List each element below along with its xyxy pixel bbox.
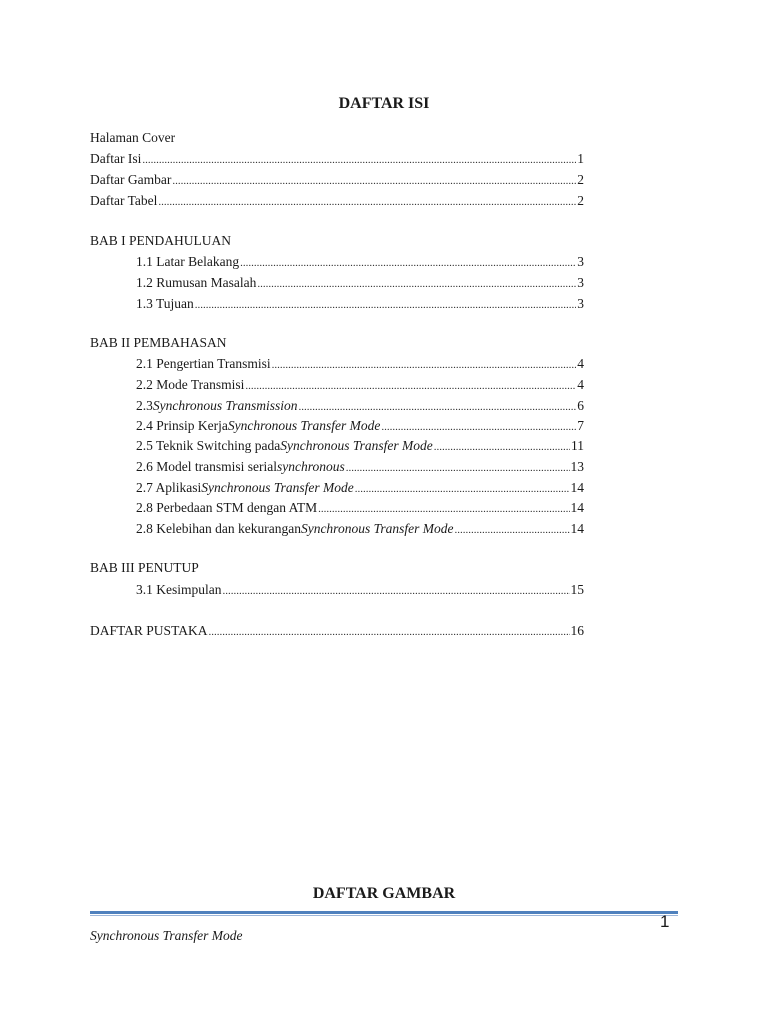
toc-entry — [136, 273, 584, 293]
toc-title: DAFTAR ISI — [338, 95, 430, 112]
toc-entry-text: 2.2 Mode Transmisi — [136, 377, 245, 392]
footer-text: Synchronous Transfer Mode — [90, 928, 243, 943]
toc-entry — [136, 436, 584, 456]
toc-entry-cover — [90, 128, 175, 148]
toc-leader-dots — [223, 580, 570, 601]
toc-entry-text: DAFTAR PUSTAKA — [90, 623, 208, 638]
chapter-heading-bab3: BAB III PENUTUP — [90, 560, 199, 575]
toc-leader-dots — [381, 416, 576, 437]
toc-entry — [136, 416, 584, 436]
toc-page-number: 14 — [570, 500, 584, 515]
toc-entry-daftar-gambar — [90, 170, 584, 190]
toc-entry-text: Halaman Cover — [90, 130, 176, 145]
toc-page-number: 16 — [570, 623, 584, 638]
toc-entry-text: 3.1 Kesimpulan — [136, 582, 222, 597]
toc-entry-text: 1.3 Tujuan — [136, 296, 194, 311]
toc-leader-dots — [172, 170, 576, 191]
toc-entry — [136, 519, 584, 539]
toc-entry-text: 2.8 Kelebihan dan kekurangan — [136, 521, 301, 536]
toc-leader-dots — [346, 457, 570, 478]
toc-page-number: 14 — [570, 480, 584, 495]
toc-page-number: 1 — [577, 151, 584, 166]
toc-entry — [136, 252, 584, 272]
toc-entry-text: 2.5 Teknik Switching pada — [136, 438, 281, 453]
toc-page-number: 13 — [570, 459, 584, 474]
toc-entry-text: 1.2 Rumusan Masalah — [136, 275, 257, 290]
footer-rule — [90, 911, 678, 914]
toc-entry — [136, 354, 584, 374]
figures-title: DAFTAR GAMBAR — [312, 885, 456, 902]
toc-page-number: 7 — [577, 418, 584, 433]
toc-entry-italic-text: Synchronous Transfer Mode — [300, 521, 454, 536]
toc-page-number: 2 — [577, 172, 584, 187]
toc-entry-italic-text: synchronous — [276, 459, 345, 474]
toc-page-number: 3 — [577, 254, 584, 269]
toc-leader-dots — [257, 273, 576, 294]
toc-leader-dots — [434, 436, 570, 457]
toc-leader-dots — [272, 354, 577, 375]
chapter-heading-bab2: BAB II PEMBAHASAN — [90, 335, 227, 350]
toc-entry — [136, 580, 584, 600]
toc-leader-dots — [355, 478, 570, 499]
toc-entry — [136, 498, 584, 518]
toc-entry — [136, 478, 584, 498]
toc-page-number: 4 — [577, 356, 584, 371]
toc-entry-text: 1.1 Latar Belakang — [136, 254, 240, 269]
toc-entry-text: Daftar Isi — [90, 151, 142, 166]
toc-page-number: 2 — [577, 193, 584, 208]
toc-page-number: 3 — [577, 275, 584, 290]
toc-entry-italic-text: Synchronous Transfer Mode — [201, 480, 354, 495]
toc-leader-dots — [195, 294, 576, 315]
toc-entry-text: 2.6 Model transmisi serial — [136, 459, 277, 474]
toc-entry-text: Daftar Tabel — [90, 193, 158, 208]
toc-entry-italic-text: Synchronous Transfer Mode — [280, 438, 433, 453]
toc-entry-text: 2.3 — [136, 398, 153, 413]
toc-leader-dots — [318, 498, 569, 519]
toc-page-number: 11 — [571, 438, 584, 453]
toc-entry — [136, 396, 584, 416]
toc-leader-dots — [142, 149, 576, 170]
toc-leader-dots — [454, 519, 569, 540]
toc-entry-text: 2.7 Aplikasi — [136, 480, 202, 495]
toc-entry-daftar-tabel — [90, 191, 584, 211]
toc-entry-text: 2.8 Perbedaan STM dengan ATM — [136, 500, 318, 515]
toc-entry-text: 2.4 Prinsip Kerja — [136, 418, 228, 433]
toc-page-number: 4 — [577, 377, 584, 392]
toc-leader-dots — [208, 621, 569, 642]
chapter-heading-bab1: BAB I PENDAHULUAN — [90, 233, 231, 248]
toc-page-number: 15 — [570, 582, 584, 597]
toc-page-number: 14 — [570, 521, 584, 536]
toc-entry — [136, 457, 584, 477]
toc-entry-text: Daftar Gambar — [90, 172, 172, 187]
toc-page-number: 6 — [577, 398, 584, 413]
page-number: 1 — [660, 912, 670, 931]
toc-leader-dots — [240, 252, 576, 273]
toc-entry-bibliography — [90, 621, 584, 641]
toc-entry-italic-text: Synchronous Transfer Mode — [227, 418, 381, 433]
toc-entry-italic-text: Synchronous Transmission — [152, 398, 298, 413]
toc-leader-dots — [158, 191, 576, 212]
toc-page-number: 3 — [577, 296, 584, 311]
toc-entry — [136, 375, 584, 395]
footer-rule-thin — [90, 915, 678, 916]
toc-entry — [136, 294, 584, 314]
toc-leader-dots — [299, 396, 577, 417]
toc-entry-daftar-isi — [90, 149, 584, 169]
toc-leader-dots — [245, 375, 576, 396]
toc-entry-text: 2.1 Pengertian Transmisi — [136, 356, 271, 371]
